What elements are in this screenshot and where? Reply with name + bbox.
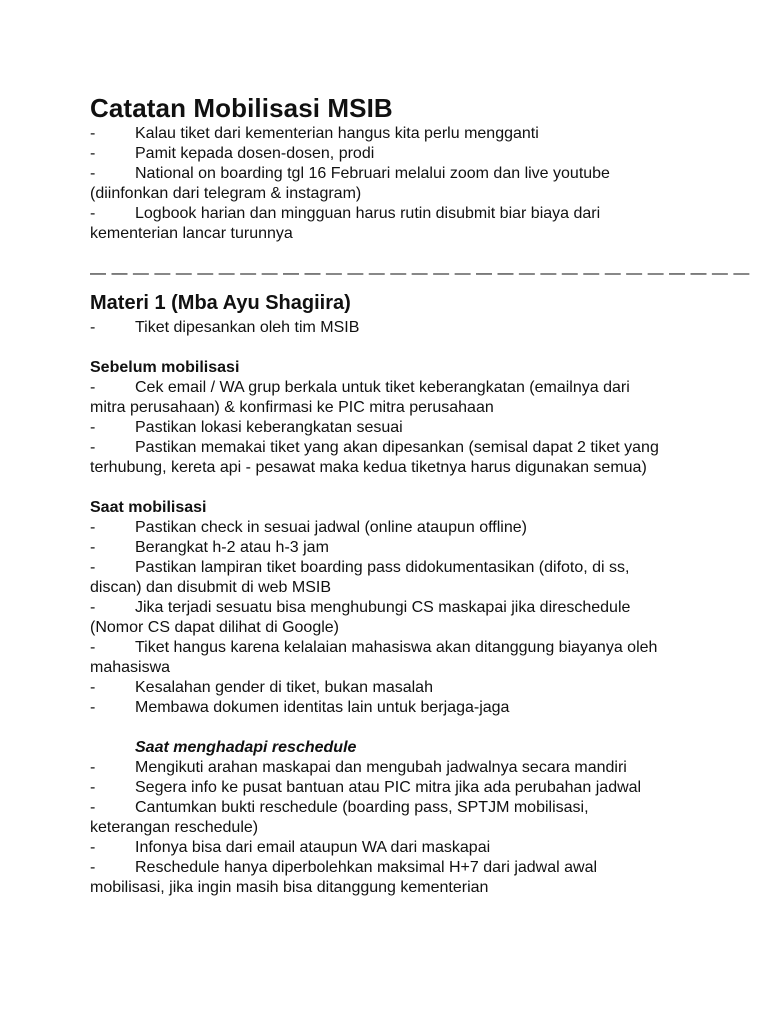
list-item bbox=[90, 838, 672, 858]
bullet-dash: - bbox=[90, 779, 96, 796]
bullet-dash: - bbox=[90, 699, 96, 716]
bullet-dash: - bbox=[90, 145, 96, 162]
bullet-dash: - bbox=[90, 859, 96, 876]
list-item bbox=[90, 124, 672, 144]
item-continuation: keterangan reschedule) bbox=[90, 819, 259, 836]
bullet-dash: - bbox=[90, 599, 96, 616]
bullet-dash: - bbox=[90, 125, 96, 142]
bullet-dash: - bbox=[90, 799, 96, 816]
subsection-heading: Sebelum mobilisasi bbox=[90, 359, 240, 376]
list-item bbox=[90, 418, 672, 438]
item-continuation: (Nomor CS dapat dilihat di Google) bbox=[90, 619, 340, 636]
separator-line: — — — — — — — — — — — — — — — — — — — — — — — — — — — — — — — bbox=[90, 265, 750, 282]
document-title: Catatan Mobilisasi MSIB bbox=[90, 93, 393, 123]
item-text: Jika terjadi sesuatu bisa menghubungi CS maskapai jika direschedule bbox=[135, 599, 631, 616]
list-item bbox=[90, 378, 672, 418]
bullet-dash: - bbox=[90, 839, 96, 856]
spacer bbox=[90, 244, 672, 264]
bullet-dash: - bbox=[90, 319, 96, 336]
item-continuation: terhubung, kereta api - pesawat maka kedua tiketnya harus digunakan semua) bbox=[90, 459, 647, 476]
section-title: Materi 1 (Mba Ayu Shagiira) bbox=[90, 292, 351, 314]
spacer bbox=[90, 338, 672, 358]
bullet-dash: - bbox=[90, 639, 96, 656]
item-text: Pastikan lampiran tiket boarding pass didokumentasikan (difoto, di ss, bbox=[135, 559, 630, 576]
bullet-dash: - bbox=[90, 539, 96, 556]
item-text: Pastikan check in sesuai jadwal (online ataupun offline) bbox=[135, 519, 527, 536]
bullet-dash: - bbox=[90, 679, 96, 696]
item-text: Pastikan lokasi keberangkatan sesuai bbox=[135, 419, 403, 436]
list-item bbox=[90, 518, 672, 538]
item-text: Membawa dokumen identitas lain untuk berjaga-jaga bbox=[135, 699, 510, 716]
item-text: Segera info ke pusat bantuan atau PIC mitra jika ada perubahan jadwal bbox=[135, 779, 642, 796]
list-item bbox=[90, 758, 672, 778]
list-item bbox=[90, 638, 672, 678]
list-item bbox=[90, 318, 672, 338]
subsection-heading-italic: Saat menghadapi reschedule bbox=[135, 739, 357, 756]
bullet-dash: - bbox=[90, 205, 96, 222]
bullet-dash: - bbox=[90, 439, 96, 456]
bullet-dash: - bbox=[90, 519, 96, 536]
item-text: National on boarding tgl 16 Februari melalui zoom dan live youtube bbox=[135, 165, 610, 182]
intro-list bbox=[90, 124, 672, 244]
bullet-dash: - bbox=[90, 419, 96, 436]
list-item bbox=[90, 778, 672, 798]
spacer bbox=[90, 718, 672, 738]
item-text: Berangkat h-2 atau h-3 jam bbox=[135, 539, 329, 556]
item-text: Logbook harian dan mingguan harus rutin disubmit biar biaya dari bbox=[135, 205, 601, 222]
spacer bbox=[90, 478, 672, 498]
bullet-dash: - bbox=[90, 165, 96, 182]
list-item bbox=[90, 678, 672, 698]
bullet-dash: - bbox=[90, 559, 96, 576]
item-text: Pamit kepada dosen-dosen, prodi bbox=[135, 145, 375, 162]
item-text: Kalau tiket dari kementerian hangus kita perlu mengganti bbox=[135, 125, 539, 142]
item-text: Infonya bisa dari email ataupun WA dari maskapai bbox=[135, 839, 491, 856]
item-text: Kesalahan gender di tiket, bukan masalah bbox=[135, 679, 433, 696]
item-text: Reschedule hanya diperbolehkan maksimal H+7 dari jadwal awal bbox=[135, 859, 598, 876]
list-item bbox=[90, 438, 672, 478]
item-text: Cantumkan bukti reschedule (boarding pass, SPTJM mobilisasi, bbox=[135, 799, 589, 816]
item-continuation: discan) dan disubmit di web MSIB bbox=[90, 579, 331, 596]
list-item bbox=[90, 538, 672, 558]
list-item bbox=[90, 598, 672, 638]
item-text: Mengikuti arahan maskapai dan mengubah jadwalnya secara mandiri bbox=[135, 759, 627, 776]
item-text: Cek email / WA grup berkala untuk tiket keberangkatan (emailnya dari bbox=[135, 379, 630, 396]
item-continuation: mobilisasi, jika ingin masih bisa ditanggung kementerian bbox=[90, 879, 489, 896]
saat-list bbox=[90, 518, 672, 718]
list-item bbox=[90, 558, 672, 598]
list-item bbox=[90, 144, 672, 164]
list-item bbox=[90, 798, 672, 838]
item-continuation: mahasiswa bbox=[90, 659, 171, 676]
item-continuation: (diinfonkan dari telegram & instagram) bbox=[90, 185, 362, 202]
item-continuation: mitra perusahaan) & konfirmasi ke PIC mitra perusahaan bbox=[90, 399, 494, 416]
bullet-dash: - bbox=[90, 759, 96, 776]
item-text: Tiket hangus karena kelalaian mahasiswa akan ditanggung biayanya oleh bbox=[135, 639, 658, 656]
item-continuation: kementerian lancar turunnya bbox=[90, 225, 293, 242]
list-item bbox=[90, 164, 672, 204]
item-text: Pastikan memakai tiket yang akan dipesankan (semisal dapat 2 tiket yang bbox=[135, 439, 659, 456]
reschedule-list bbox=[90, 758, 672, 898]
list-item bbox=[90, 698, 672, 718]
list-item bbox=[90, 858, 672, 898]
bullet-dash: - bbox=[90, 379, 96, 396]
sebelum-list bbox=[90, 378, 672, 478]
item-text: Tiket dipesankan oleh tim MSIB bbox=[135, 319, 360, 336]
list-item bbox=[90, 204, 672, 244]
subsection-heading: Saat mobilisasi bbox=[90, 499, 207, 516]
